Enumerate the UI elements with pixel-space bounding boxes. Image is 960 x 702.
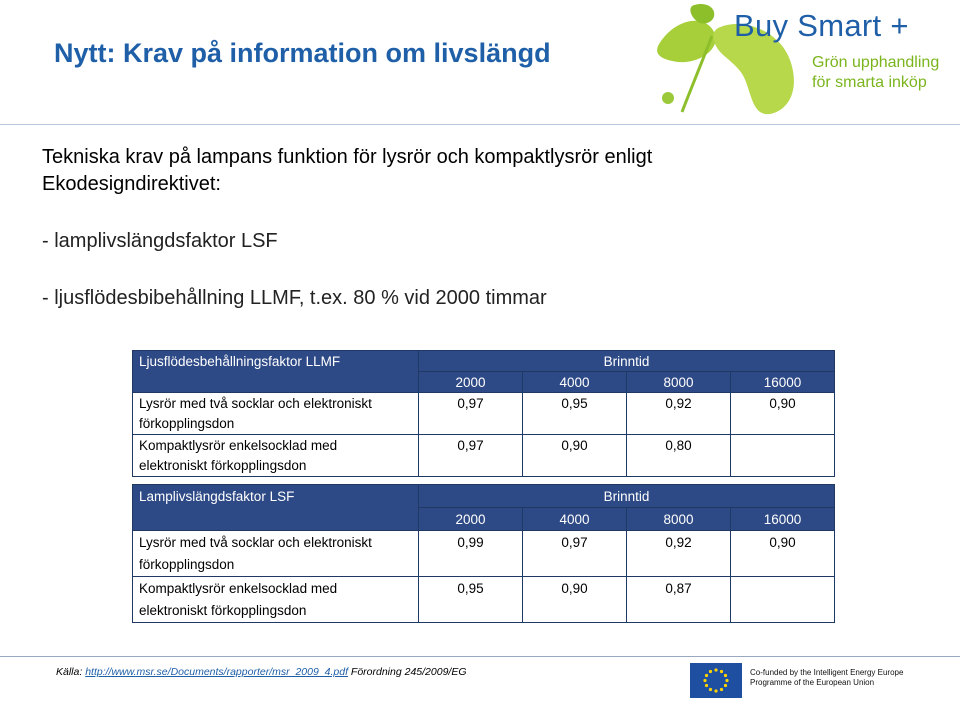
source-prefix: Källa: xyxy=(56,666,86,678)
value-cell: 0,95 xyxy=(523,393,627,414)
hour-cell: 16000 xyxy=(731,508,835,531)
table-header-label: Lamplivslängdsfaktor LSF xyxy=(133,485,419,508)
table-row-continued xyxy=(133,456,835,477)
hour-cell: 4000 xyxy=(523,372,627,393)
value-cell-blank xyxy=(523,414,627,435)
value-cell: 0,90 xyxy=(731,393,835,414)
value-cell: 0,97 xyxy=(419,393,523,414)
value-cell: 0,90 xyxy=(731,531,835,554)
hour-cell: 2000 xyxy=(419,508,523,531)
table-hours-row xyxy=(133,508,835,531)
hour-cell: 16000 xyxy=(731,372,835,393)
title-divider xyxy=(0,124,960,125)
value-cell: 0,90 xyxy=(523,577,627,600)
bullet-llmf: - ljusflödesbibehållning LLMF, t.ex. 80 % vid 2000 timmar xyxy=(42,287,547,309)
value-cell-blank xyxy=(731,456,835,477)
intro-text xyxy=(42,144,652,198)
logo-subtitle-1: Grön upphandling xyxy=(812,54,940,71)
row-label-continued: förkopplingsdon xyxy=(133,554,419,577)
value-cell-blank xyxy=(627,414,731,435)
table-row xyxy=(133,531,835,554)
table-row xyxy=(133,393,835,414)
table-lsf xyxy=(132,484,835,623)
row-label-continued: elektroniskt förkopplingsdon xyxy=(133,600,419,623)
table-row-continued xyxy=(133,554,835,577)
row-label-continued: förkopplingsdon xyxy=(133,414,419,435)
value-cell: 0,90 xyxy=(523,435,627,456)
bullet-lsf: - lamplivslängdsfaktor LSF xyxy=(42,230,278,252)
row-label: Kompaktlysrör enkelsocklad med xyxy=(133,435,419,456)
source-citation xyxy=(56,666,467,678)
value-cell-blank xyxy=(523,600,627,623)
iee-line-1: Co-funded by the Intelligent Energy Europe xyxy=(750,668,904,677)
footer-divider xyxy=(0,656,960,657)
hour-cell: 8000 xyxy=(627,508,731,531)
value-cell: 0,87 xyxy=(627,577,731,600)
hour-cell: 2000 xyxy=(419,372,523,393)
value-cell: 0,97 xyxy=(419,435,523,456)
row-label: Lysrör med två socklar och elektroniskt xyxy=(133,531,419,554)
logo-subtitle-2: för smarta inköp xyxy=(812,74,927,91)
table-header-blank xyxy=(133,508,419,531)
table-hours-row xyxy=(133,372,835,393)
value-cell-blank xyxy=(627,456,731,477)
table-row-continued xyxy=(133,414,835,435)
eu-flag-icon xyxy=(690,663,742,698)
row-label: Lysrör med två socklar och elektroniskt xyxy=(133,393,419,414)
table-header-row xyxy=(133,485,835,508)
intro-line-1: Tekniska krav på lampans funktion för lysrör och kompaktlysrör enligt xyxy=(42,146,653,168)
value-cell-blank xyxy=(419,414,523,435)
value-cell: 0,80 xyxy=(627,435,731,456)
source-link[interactable]: http://www.msr.se/Documents/rapporter/msr_2009_4.pdf xyxy=(85,666,348,678)
table-header-row xyxy=(133,351,835,372)
table-header-label: Ljusflödesbehållningsfaktor LLMF xyxy=(133,351,419,372)
intro-line-2: Ekodesigndirektivet: xyxy=(42,173,221,195)
value-cell-blank xyxy=(419,456,523,477)
value-cell: 0,97 xyxy=(523,531,627,554)
value-cell: 0,92 xyxy=(627,531,731,554)
row-label-continued: elektroniskt förkopplingsdon xyxy=(133,456,419,477)
hour-cell: 8000 xyxy=(627,372,731,393)
value-cell xyxy=(731,435,835,456)
value-cell-blank xyxy=(419,554,523,577)
value-cell-blank xyxy=(523,554,627,577)
table-header-blank xyxy=(133,372,419,393)
value-cell-blank xyxy=(523,456,627,477)
iee-line-2: Programme of the European Union xyxy=(750,678,875,687)
value-cell: 0,95 xyxy=(419,577,523,600)
value-cell-blank xyxy=(731,554,835,577)
hour-cell: 4000 xyxy=(523,508,627,531)
value-cell-blank xyxy=(627,600,731,623)
table-row-continued xyxy=(133,600,835,623)
value-cell-blank xyxy=(731,414,835,435)
iee-program-note xyxy=(750,668,903,688)
logo-name: Buy Smart + xyxy=(734,8,909,43)
value-cell xyxy=(731,577,835,600)
table-col-group: Brinntid xyxy=(419,351,835,372)
buy-smart-logo xyxy=(652,2,952,120)
value-cell-blank xyxy=(419,600,523,623)
source-suffix: Förordning 245/2009/EG xyxy=(348,666,467,678)
row-label: Kompaktlysrör enkelsocklad med xyxy=(133,577,419,600)
table-row xyxy=(133,435,835,456)
table-row xyxy=(133,577,835,600)
table-llmf xyxy=(132,350,835,477)
value-cell-blank xyxy=(627,554,731,577)
table-col-group: Brinntid xyxy=(419,485,835,508)
value-cell: 0,99 xyxy=(419,531,523,554)
value-cell-blank xyxy=(731,600,835,623)
page-title: Nytt: Krav på information om livslängd xyxy=(54,38,551,68)
value-cell: 0,92 xyxy=(627,393,731,414)
